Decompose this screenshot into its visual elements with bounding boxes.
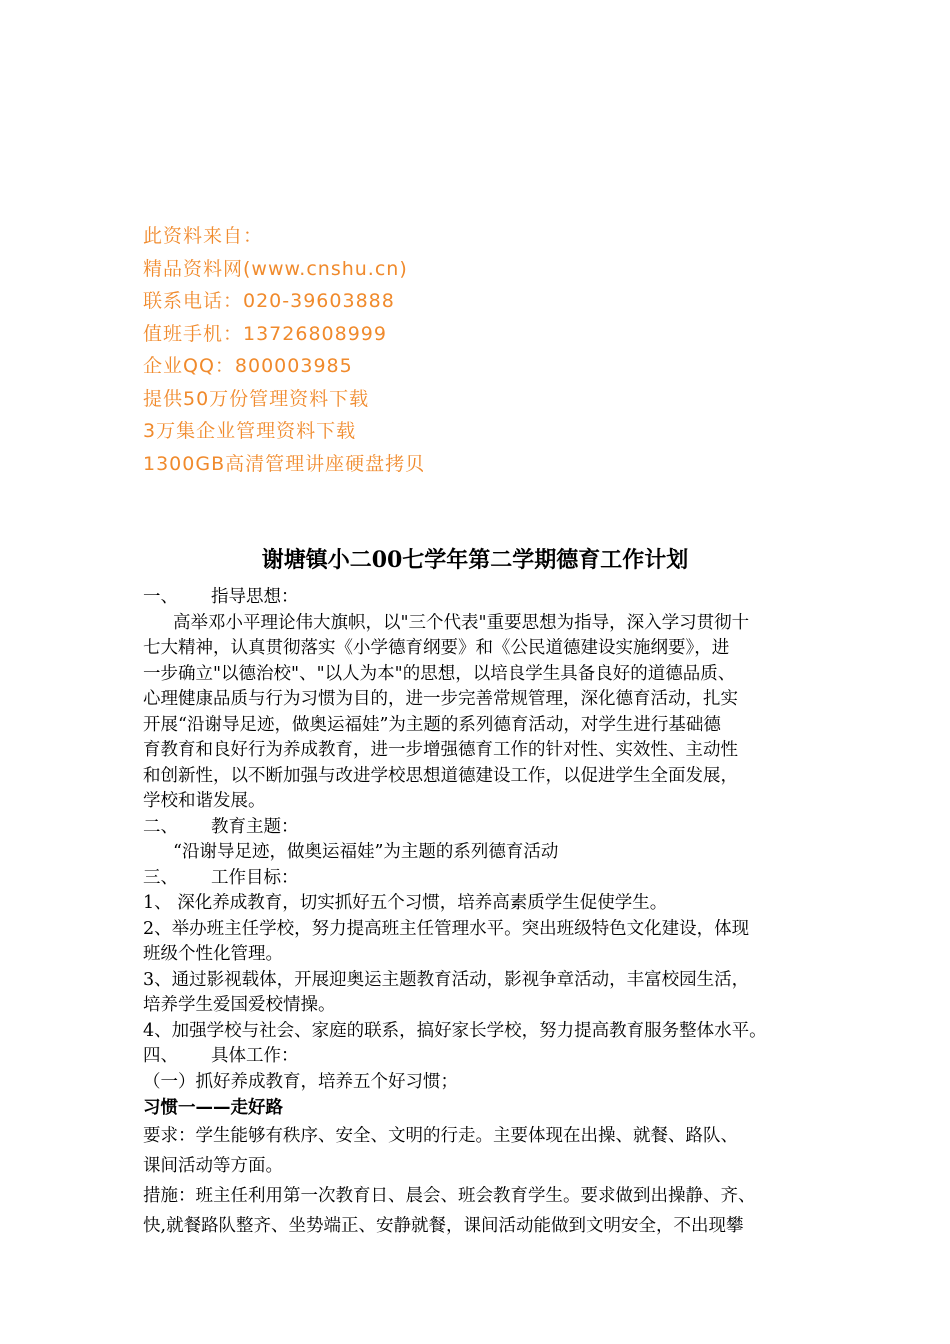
- goal-line: 1、 深化养成教育，切实抓好五个习惯，培养高素质学生促使学生。: [143, 893, 668, 913]
- paragraph-line: 和创新性，以不断加强与改进学校思想道德建设工作，以促进学生全面发展，: [143, 765, 738, 786]
- paragraph-line: “沿谢导足迹，做奥运福娃”为主题的系列德育活动: [173, 842, 559, 862]
- goal-line: 培养学生爱国爱校情操。: [143, 995, 336, 1015]
- requirement-line: 要求：学生能够有秩序、安全、文明的行走。主要体现在出操、就餐、路队、: [143, 1126, 738, 1146]
- section-label: 工作目标：: [211, 867, 299, 888]
- paragraph-line: 心理健康品质与行为习惯为目的，进一步完善常规管理，深化德育活动，扎实: [143, 689, 738, 709]
- ad-line: 此资料来自：: [143, 225, 264, 247]
- paragraph-line: 育教育和良好行为养成教育，进一步增强德育工作的针对性、实效性、主动性: [143, 740, 738, 760]
- measure-line: 措施：班主任利用第一次教育日、晨会、班会教育学生。要求做到出操静、齐、: [143, 1186, 756, 1206]
- ad-line: 值班手机：13726808999: [143, 322, 387, 345]
- document-body: [143, 585, 833, 1241]
- section-number: 一、: [143, 587, 178, 607]
- section-heading: [143, 866, 833, 892]
- document-title: 谢塘镇小二00七学年第二学期德育工作计划: [261, 547, 689, 573]
- subsection-heading: （一）抓好养成教育，培养五个好习惯；: [143, 1071, 458, 1092]
- paragraph-line: 一步确立"以德治校"、"以人为本"的思想，以培良学生具备良好的道德品质、: [143, 663, 736, 684]
- section-number: 四、: [143, 1046, 178, 1066]
- section-number: 二、: [143, 816, 178, 837]
- ad-line: 精品资料网(www.cnshu.cn): [143, 257, 408, 280]
- section-label: 指导思想：: [211, 587, 299, 607]
- section-heading: [143, 815, 833, 841]
- paragraph-line: 七大精神，认真贯彻落实《小学德育纲要》和《公民道德建设实施纲要》，进: [143, 638, 730, 658]
- section-label: 具体工作：: [211, 1046, 299, 1066]
- source-advertisement: [143, 220, 425, 480]
- paragraph-line: 学校和谐发展。: [143, 791, 266, 811]
- goal-line: 2、举办班主任学校，努力提高班主任管理水平。突出班级特色文化建设，体现: [143, 918, 750, 939]
- requirement-line: 课间活动等方面。: [143, 1156, 283, 1176]
- goal-line: 3、通过影视载体，开展迎奥运主题教育活动，影视争章活动，丰富校园生活，: [143, 969, 750, 990]
- habit-title: 习惯一——走好路: [143, 1098, 283, 1118]
- paragraph-line: 高举邓小平理论伟大旗帜，以"三个代表"重要思想为指导，深入学习贯彻十: [173, 612, 750, 633]
- paragraph-line: 开展“沿谢导足迹，做奥运福娃”为主题的系列德育活动，对学生进行基础德: [143, 714, 721, 735]
- section-number: 三、: [143, 867, 178, 888]
- measure-line: 快,就餐路队整齐、坐势端正、安静就餐，课间活动能做到文明安全，不出现攀: [143, 1216, 744, 1236]
- section-heading: [143, 585, 833, 611]
- section-label: 教育主题：: [211, 816, 299, 837]
- ad-line: 企业QQ：800003985: [143, 355, 353, 377]
- goal-line: 班级个性化管理。: [143, 944, 283, 964]
- ad-line: 提供50万份管理资料下载: [143, 387, 370, 410]
- ad-line: 联系电话：020-39603888: [143, 290, 395, 312]
- ad-line: 3万集企业管理资料下载: [143, 420, 357, 442]
- section-heading: [143, 1044, 833, 1070]
- goal-line: 4、加强学校与社会、家庭的联系，搞好家长学校，努力提高教育服务整体水平。: [143, 1020, 767, 1041]
- ad-line: 1300GB高清管理讲座硬盘拷贝: [143, 452, 426, 475]
